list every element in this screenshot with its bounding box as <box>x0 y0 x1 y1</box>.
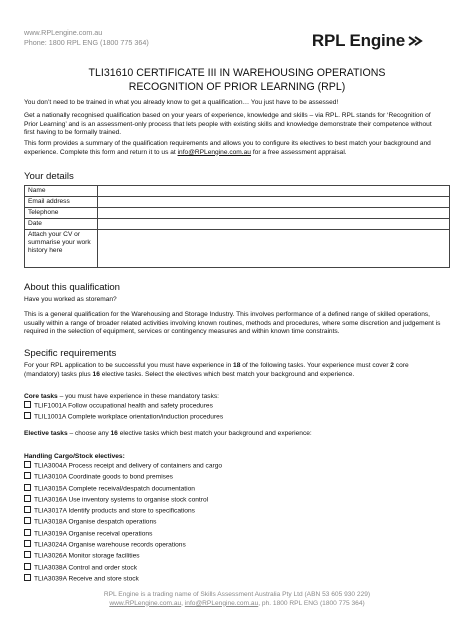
table-row <box>25 230 450 268</box>
checkbox-icon[interactable] <box>24 551 31 558</box>
footer-email-link[interactable]: info@RPLengine.com.au <box>184 599 259 607</box>
list-item[interactable]: TLIA3017A Identify products and store to specifications <box>24 506 222 517</box>
intro-paragraph-1: You don’t need to be trained in what you already know to get a qualification… You just have to be assessed! <box>24 99 339 106</box>
footer-website-link[interactable]: www.RPLengine.com.au <box>109 599 182 607</box>
logo <box>312 31 426 51</box>
cv-field[interactable] <box>98 230 450 268</box>
intro-paragraph-3: This form provides a summary of the qualification requirements and allows you to configure its electives to best match your background and experience. Complete this form and return it to us at info@RPLengine.com.au for a free assessment appraisal. <box>24 140 431 156</box>
list-item[interactable]: TLIA3039A Receive and store stock <box>24 574 222 585</box>
telephone-label: Telephone <box>25 208 98 219</box>
details-table <box>24 185 450 268</box>
intro-paragraph-2: Get a nationally recognised qualification based on your years of experience, knowledge and skills – via RPL. RPL stands for ‘Recognition of Prior Learning’ and is an assessment-only process that lets people with existing skills and knowledge demonstrate their competence without first having to be formally trained. <box>24 112 432 137</box>
requirements-heading: Specific requirements <box>24 348 117 359</box>
checkbox-icon[interactable] <box>24 517 31 524</box>
checkbox-icon[interactable] <box>24 401 31 408</box>
table-row <box>25 186 450 197</box>
list-item[interactable]: TLIA3019A Organise receival operations <box>24 529 222 540</box>
about-question: Have you worked as storeman? <box>24 296 117 303</box>
requirements-paragraph: For your RPL application to be successful you must have experience in 18 of the following tasks. Your experience must cover 2 core (mandatory) tasks plus 16 elective tasks. Select the electives which best match your background and experience. <box>24 362 409 378</box>
header-website[interactable]: www.RPLengine.com.au <box>24 28 103 37</box>
checkbox-icon[interactable] <box>24 461 31 468</box>
checkbox-icon[interactable] <box>24 484 31 491</box>
date-label: Date <box>25 219 98 230</box>
elective-tasks-intro: Elective tasks – choose any 16 elective tasks which best match your background and experience: <box>24 430 312 437</box>
footer-company-line: RPL Engine is a trading name of Skills Assessment Australia Pty Ltd (ABN 53 605 930 229) <box>103 591 371 598</box>
checkbox-icon[interactable] <box>24 412 31 419</box>
name-label: Name <box>25 186 98 197</box>
email-label: Email address <box>25 197 98 208</box>
elective-task-list <box>24 461 222 585</box>
core-tasks-intro: Core tasks – you must have experience in these mandatory tasks: <box>24 393 220 400</box>
telephone-field[interactable] <box>98 208 450 219</box>
table-row <box>25 219 450 230</box>
header-phone: Phone: 1800 RPL ENG (1800 775 364) <box>24 38 149 47</box>
cv-label: Attach your CV or summarise your work history here <box>25 230 98 268</box>
list-item[interactable]: TLIA3038A Control and order stock <box>24 563 222 574</box>
list-item[interactable]: TLIA3024A Organise warehouse records operations <box>24 540 222 551</box>
list-item[interactable]: TLIA3004A Process receipt and delivery of containers and cargo <box>24 461 222 472</box>
logo-swoosh-icon <box>408 34 426 48</box>
list-item[interactable]: TLIA3016A Use inventory systems to organise stock control <box>24 495 222 506</box>
document-title <box>0 67 474 94</box>
logo-text: RPL Engine <box>311 31 405 50</box>
list-item[interactable]: TLIL1001A Complete workplace orientation/induction procedures <box>24 412 223 423</box>
date-field[interactable] <box>98 219 450 230</box>
checkbox-icon[interactable] <box>24 506 31 513</box>
title-line-1: TLI31610 CERTIFICATE III IN WAREHOUSING OPERATIONS <box>88 67 386 79</box>
checkbox-icon[interactable] <box>24 540 31 547</box>
elective-group-label: Handling Cargo/Stock electives: <box>24 453 125 460</box>
checkbox-icon[interactable] <box>24 574 31 581</box>
about-description: This is a general qualification for the Warehousing and Storage Industry. This involves performance of a defined range of skilled operations, usually within a range of broader related activities involving known routines, methods and procedures, where some discretion and judgement is required in the selection of equipment, services or contingency measures and within known time constraints. <box>24 311 441 336</box>
checkbox-icon[interactable] <box>24 472 31 479</box>
footer-phone: ph. 1800 RPL ENG (1800 775 364) <box>261 599 365 607</box>
checkbox-icon[interactable] <box>24 495 31 502</box>
checkbox-icon[interactable] <box>24 529 31 536</box>
your-details-heading: Your details <box>24 171 74 182</box>
email-field[interactable] <box>98 197 450 208</box>
table-row <box>25 208 450 219</box>
list-item[interactable]: TLIF1001A Follow occupational health and safety procedures <box>24 401 223 412</box>
list-item[interactable]: TLIA3018A Organise despatch operations <box>24 517 222 528</box>
header-contact <box>24 28 149 48</box>
list-item[interactable]: TLIA3010A Coordinate goods to bond premises <box>24 472 222 483</box>
core-task-list <box>24 401 223 424</box>
checkbox-icon[interactable] <box>24 563 31 570</box>
footer-contact-line: www.RPLengine.com.au, info@RPLengine.com.au, ph. 1800 RPL ENG (1800 775 364) <box>109 599 365 607</box>
about-heading: About this qualification <box>24 282 120 293</box>
list-item[interactable]: TLIA3015A Complete receival/despatch documentation <box>24 484 222 495</box>
email-link[interactable]: info@RPLengine.com.au <box>177 148 251 156</box>
table-row <box>25 197 450 208</box>
footer <box>0 591 474 608</box>
list-item[interactable]: TLIA3026A Monitor storage facilities <box>24 551 222 562</box>
name-field[interactable] <box>98 186 450 197</box>
title-line-2: RECOGNITION OF PRIOR LEARNING (RPL) <box>128 80 346 93</box>
